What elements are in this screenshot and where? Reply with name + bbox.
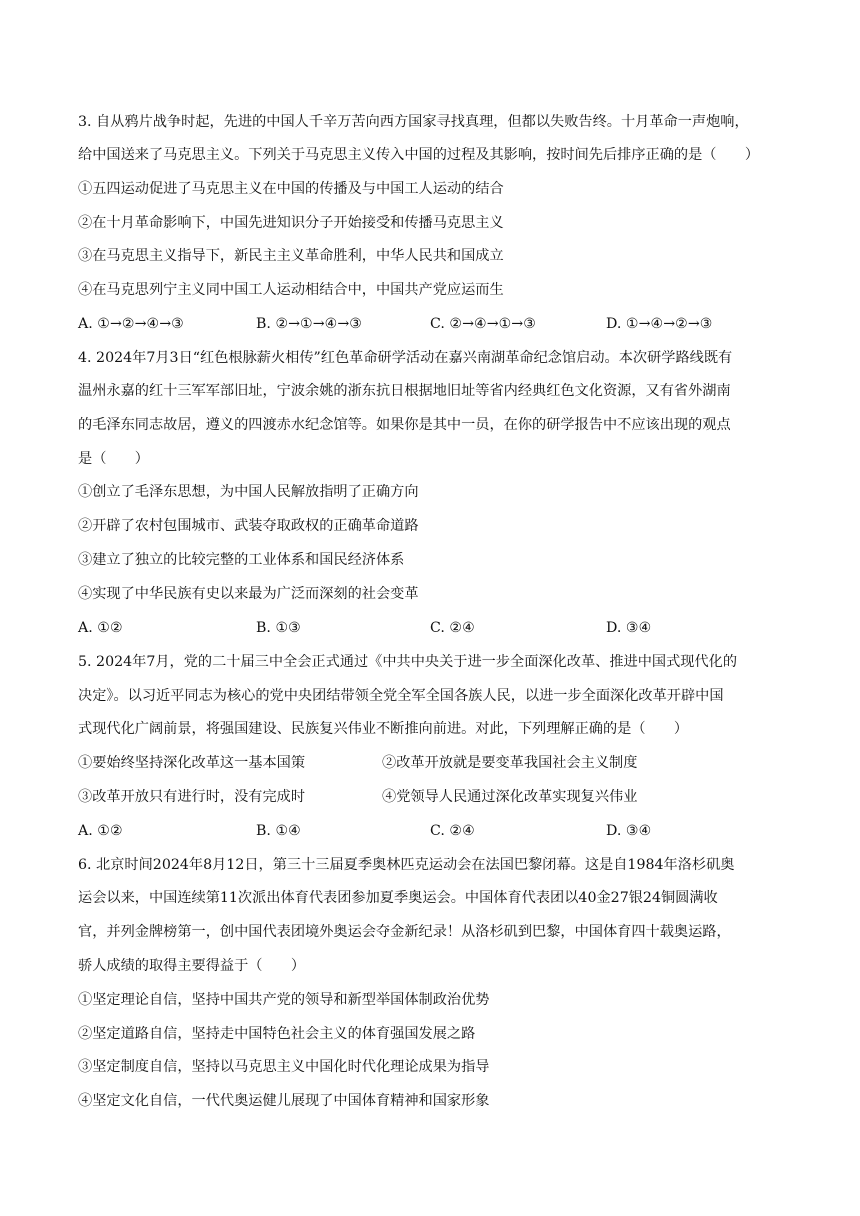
q3-stem-line-2: 给中国送来了马克思主义。下列关于马克思主义传入中国的过程及其影响，按时间先后排序正确的是（ ） (78, 147, 760, 163)
q3-item-4: ④在马克思列宁主义同中国工人运动相结合中，中国共产党应运而生 (78, 282, 504, 298)
q6-stem-line-2: 运会以来，中国连续第11次派出体育代表团参加夏季奥运会。中国体育代表团以40金27银24铜圆满收 (78, 890, 718, 906)
q5-option-a: A. ①② (78, 823, 123, 839)
q4-stem-line-3: 的毛泽东同志故居，遵义的四渡赤水纪念馆等。如果你是其中一员，在你的研学报告中不应该出现的观点 (78, 417, 731, 433)
q4-option-d: D. ③④ (606, 620, 652, 636)
q6-item-1: ①坚定理论自信，坚持中国共产党的领导和新型举国体制政治优势 (78, 992, 490, 1008)
q5-item-3: ③改革开放只有进行时，没有完成时 (78, 789, 306, 805)
q3-option-d: D. ①→④→②→③ (606, 316, 713, 332)
q4-item-1: ①创立了毛泽东思想，为中国人民解放指明了正确方向 (78, 484, 419, 500)
q5-item-1: ①要始终坚持深化改革这一基本国策 (78, 755, 306, 771)
q5-stem-line-1: 5. 2024年7月，党的二十届三中全会正式通过《中共中央关于进一步全面深化改革、推进中国式现代化的 (78, 654, 738, 670)
q5-item-2: ②改革开放就是要变革我国社会主义制度 (382, 755, 638, 771)
q6-stem-line-4: 骄人成绩的取得主要得益于（ ） (78, 958, 306, 974)
q3-stem-line-1: 3. 自从鸦片战争时起，先进的中国人千辛万苦向西方国家寻找真理，但都以失败告终。十月革命一声炮响， (78, 114, 749, 130)
q6-stem-line-3: 官，并列金牌榜第一，创中国代表团境外奥运会夺金新纪录！从洛杉矶到巴黎，中国体育四十载奥运路， (78, 924, 731, 940)
q4-stem-line-4: 是（ ） (78, 451, 149, 467)
q3-option-b: B. ②→①→④→③ (256, 316, 362, 332)
q5-stem-line-3: 式现代化广阔前景，将强国建设、民族复兴伟业不断推向前进。对此，下列理解正确的是（ ） (78, 721, 689, 737)
q5-option-d: D. ③④ (606, 823, 652, 839)
q6-item-2: ②坚定道路自信，坚持走中国特色社会主义的体育强国发展之路 (78, 1026, 476, 1042)
q6-stem-line-1: 6. 北京时间2024年8月12日，第三十三届夏季奥林匹克运动会在法国巴黎闭幕。这是自1984年洛杉矶奥 (78, 857, 735, 873)
q4-option-c: C. ②④ (430, 620, 475, 636)
q5-option-b: B. ①④ (256, 823, 301, 839)
q5-stem-line-2: 决定》。以习近平同志为核心的党中央团结带领全党全军全国各族人民，以进一步全面深化改革开辟中国 (78, 688, 724, 704)
q3-item-2: ②在十月革命影响下，中国先进知识分子开始接受和传播马克思主义 (78, 215, 504, 231)
q3-item-3: ③在马克思主义指导下，新民主主义革命胜利，中华人民共和国成立 (78, 248, 504, 264)
q5-option-c: C. ②④ (430, 823, 475, 839)
q4-item-4: ④实现了中华民族有史以来最为广泛而深刻的社会变革 (78, 586, 419, 602)
q6-item-3: ③坚定制度自信，坚持以马克思主义中国化时代化理论成果为指导 (78, 1059, 490, 1075)
q3-option-a: A. ①→②→④→③ (78, 316, 184, 332)
q5-item-4: ④党领导人民通过深化改革实现复兴伟业 (382, 789, 638, 805)
q4-item-3: ③建立了独立的比较完整的工业体系和国民经济体系 (78, 552, 405, 568)
q4-option-b: B. ①③ (256, 620, 301, 636)
q4-option-a: A. ①② (78, 620, 123, 636)
q4-stem-line-1: 4. 2024年7月3日“红色根脉薪火相传”红色革命研学活动在嘉兴南湖革命纪念馆启动。本次研学路线既有 (78, 350, 733, 366)
q3-option-c: C. ②→④→①→③ (430, 316, 536, 332)
q4-item-2: ②开辟了农村包围城市、武装夺取政权的正确革命道路 (78, 518, 419, 534)
q6-item-4: ④坚定文化自信，一代代奥运健儿展现了中国体育精神和国家形象 (78, 1093, 490, 1109)
q4-stem-line-2: 温州永嘉的红十三军军部旧址，宁波余姚的浙东抗日根据地旧址等省内经典红色文化资源，又有省外湖南 (78, 383, 731, 399)
q3-item-1: ①五四运动促进了马克思主义在中国的传播及与中国工人运动的结合 (78, 181, 504, 197)
